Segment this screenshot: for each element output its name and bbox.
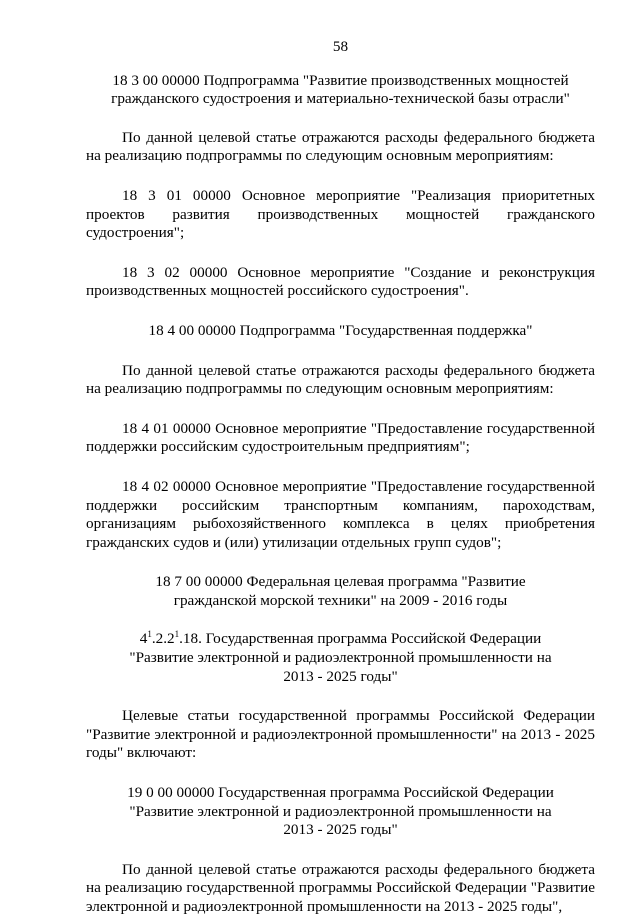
paragraph: 18 4 01 00000 Основное мероприятие "Предоставление государственной поддержки российским судостроительным предприятиям"; [86, 419, 595, 456]
paragraph: 18 4 02 00000 Основное мероприятие "Предоставление государственной поддержки российским транспортным компаниям, пароходствам, организациям рыбохозяйственного комплекса в целях приобретения гражданских судов и (или) утилизации отдельных групп судов"; [86, 477, 595, 551]
section-heading: $4^1.2.2^1.18$. Государственная программа Российской Федерации "Развитие электронной и радиоэлектронной промышленности на 2013 - 2025 годы" [129, 629, 552, 685]
paragraph: По данной целевой статье отражаются расходы федерального бюджета на реализацию подпрограммы по следующим основным мероприятиям: [86, 128, 595, 165]
paragraph: Целевые статьи государственной программы Российской Федерации "Развитие электронной и радиоэлектронной промышленности" на 2013 - 2025 годы" включают: [86, 707, 595, 762]
section-heading: 18 3 00 00000 Подпрограмма "Развитие производственных мощностей гражданского судостроения и материально-технической базы отрасли" [111, 71, 570, 108]
superscript: 1 [174, 629, 180, 640]
section-heading: 19 0 00 00000 Государственная программа Российской Федерации "Развитие электронной и радиоэлектронной промышленности на 2013 - 2025 годы" [127, 784, 554, 839]
superscript: 1 [147, 629, 152, 640]
paragraph: 18 3 01 00000 Основное мероприятие "Реализация приоритетных проектов развития производственных мощностей гражданского судостроения"; [86, 186, 595, 242]
paragraph: 18 3 02 00000 Основное мероприятие "Создание и реконструкция производственных мощностей российского судостроения". [86, 263, 595, 300]
page-number: 58 [332, 38, 349, 55]
section-heading: 18 4 00 00000 Подпрограмма "Государственная поддержка" [148, 321, 533, 339]
paragraph: По данной целевой статье отражаются расходы федерального бюджета на реализацию государственной программы Российской Федерации "Развитие электронной и радиоэлектронной промышленности на 2013 - 2025 годы", [86, 860, 595, 915]
paragraph: По данной целевой статье отражаются расходы федерального бюджета на реализацию подпрограммы по следующим основным мероприятиям: [86, 361, 595, 398]
heading-number: 4 [139, 630, 148, 648]
heading-rest: "Развитие электронной и радиоэлектронной промышленности на 2013 - 2025 годы" [129, 649, 552, 685]
section-heading: 18 7 00 00000 Федеральная целевая программа "Развитие гражданской морской техники" на 2009 - 2016 годы [155, 573, 526, 609]
